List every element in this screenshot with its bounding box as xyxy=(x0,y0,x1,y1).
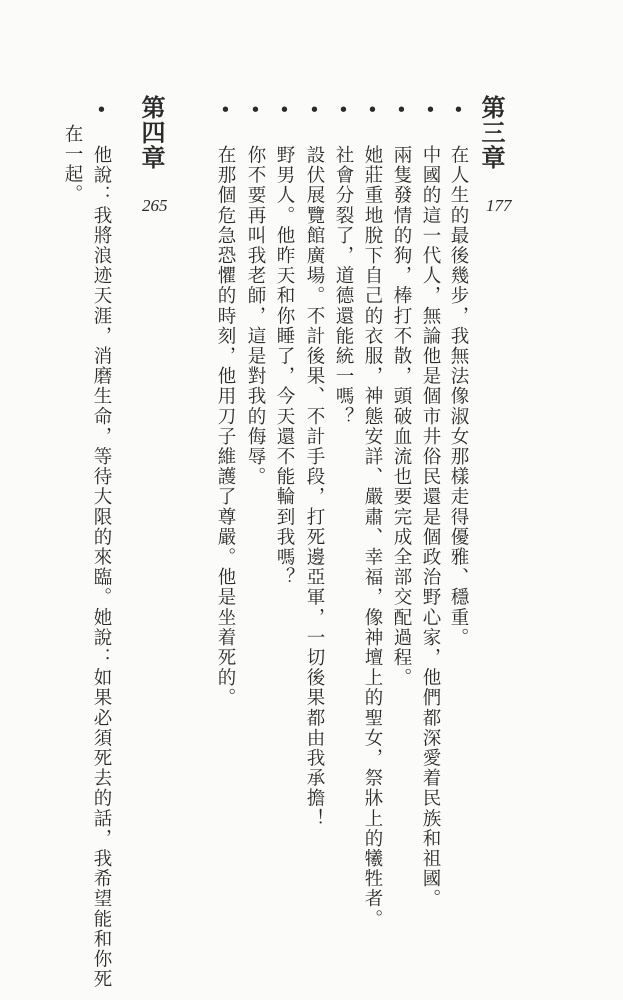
chapter-3-quote-1: • 在人生的最後幾步，我無法像淑女那樣走得優雅、穩重。 xyxy=(448,100,469,648)
chapter-3-quote-5: • 社會分裂了，道德還能統一嗎？ xyxy=(333,100,354,427)
chapter-3-quote-7: • 野男人。他昨天和你睡了，今天還不能輪到我嗎？ xyxy=(274,100,295,588)
chapter-3-quote-3: • 兩隻發情的狗，棒打不散，頭破血流也要完成全部交配過程。 xyxy=(391,100,412,688)
chapter-4-title: 第四章 xyxy=(137,95,165,170)
chapter-3-quote-2: • 中國的這一代人，無論他是個市井俗民還是個政治野心家，他們都深愛着民族和祖國。 xyxy=(420,100,441,909)
chapter-3-page-number: 177 xyxy=(486,196,512,215)
chapter-4-page-number: 265 xyxy=(142,196,168,215)
chapter-3-title: 第三章 xyxy=(477,95,505,170)
chapter-4-quote-1: • 他說：我將浪迹天涯，消磨生命，等待大限的來臨。她說：如果必須死去的話，我希望能和你死 xyxy=(91,100,112,990)
chapter-3-quote-4: • 她莊重地脫下自己的衣服，神態安詳、嚴肅、幸福，像神壇上的聖女，祭牀上的犧牲者。 xyxy=(362,100,383,930)
chapter-3-quote-8: • 你不要再叫我老師，這是對我的侮辱。 xyxy=(245,100,266,487)
chapter-4-quote-1-continued: 在一起。 xyxy=(62,124,83,205)
chapter-3-quote-6: • 設伏展覽館廣場。不計後果、不計手段，打死邊亞軍，一切後果都由我承擔！ xyxy=(304,100,325,829)
chapter-3-quote-9: • 在那個危急恐懼的時刻，他用刀子維護了尊嚴。他是坐着死的。 xyxy=(215,100,236,708)
